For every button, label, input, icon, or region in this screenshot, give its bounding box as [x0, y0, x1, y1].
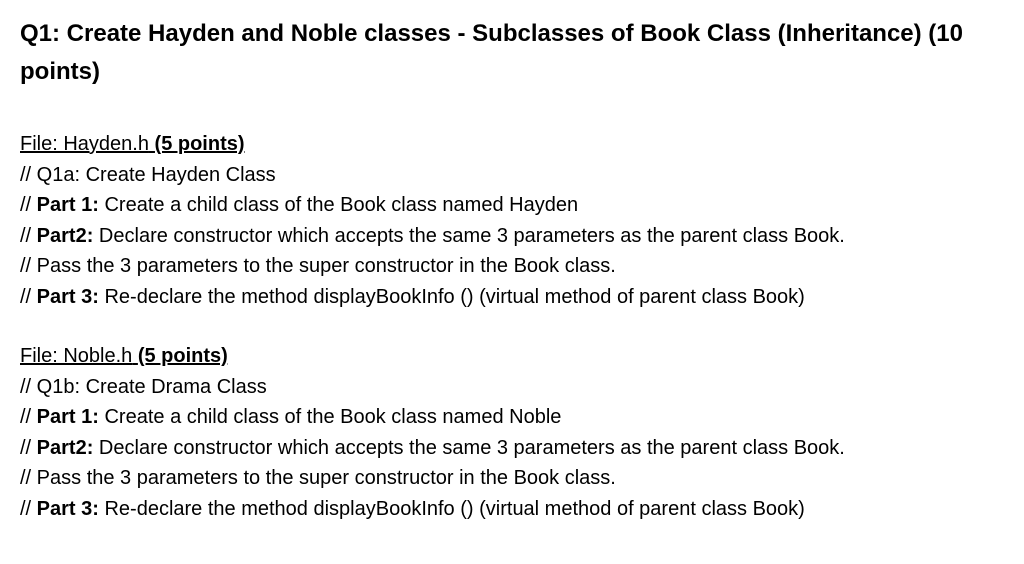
comment-prefix: //	[20, 436, 37, 459]
comment-prefix: //	[20, 163, 37, 186]
comment-text: Pass the 3 parameters to the super constructor in the Book class.	[36, 467, 616, 489]
question-title: Q1: Create Hayden and Noble classes - Subclasses of Book Class (Inheritance) (10 points)	[20, 20, 963, 85]
comment-bold: Part 3:	[36, 497, 99, 520]
comment-line	[20, 402, 1024, 433]
comment-bold: Part2:	[36, 436, 94, 459]
comment-prefix: //	[20, 406, 37, 428]
file-label: File: Hayden.h	[20, 133, 149, 155]
file-label: File: Noble.h	[20, 345, 133, 367]
comment-line	[20, 190, 1024, 221]
section-hayden	[20, 129, 1024, 312]
comment-bold: Part 1:	[36, 194, 99, 216]
comment-line	[20, 433, 1024, 464]
comment-prefix: //	[20, 194, 37, 216]
file-heading	[20, 129, 1024, 160]
comment-text: Create a child class of the Book class named Noble	[98, 406, 562, 428]
comment-text: Create a child class of the Book class named Hayden	[98, 194, 579, 216]
comment-text: Re-declare the method displayBookInfo () (virtual method of parent class Book)	[98, 497, 805, 520]
comment-line	[20, 372, 1024, 403]
comment-prefix: //	[20, 285, 37, 308]
comment-bold: Part2:	[36, 224, 94, 247]
comment-prefix: //	[20, 497, 37, 520]
file-heading	[20, 341, 1024, 372]
comment-prefix: //	[20, 255, 37, 277]
comment-line	[20, 221, 1024, 252]
comment-bold: Part 1:	[36, 406, 99, 428]
comment-line	[20, 251, 1024, 282]
comment-text: Declare constructor which accepts the same 3 parameters as the parent class Book.	[93, 436, 845, 459]
section-noble	[20, 341, 1024, 524]
comment-line	[20, 282, 1024, 313]
comment-line	[20, 160, 1024, 191]
comment-text: Q1b: Create Drama Class	[36, 375, 267, 398]
comment-prefix: //	[20, 375, 37, 398]
comment-line	[20, 463, 1024, 494]
comment-text: Pass the 3 parameters to the super constructor in the Book class.	[36, 255, 616, 277]
comment-text: Q1a: Create Hayden Class	[36, 163, 276, 186]
file-points: (5 points)	[154, 133, 245, 155]
comment-text: Declare constructor which accepts the same 3 parameters as the parent class Book.	[93, 224, 845, 247]
comment-line	[20, 494, 1024, 525]
file-points: (5 points)	[137, 345, 228, 367]
comment-prefix: //	[20, 467, 37, 489]
comment-bold: Part 3:	[36, 285, 99, 308]
comment-text: Re-declare the method displayBookInfo () (virtual method of parent class Book)	[98, 285, 805, 308]
comment-prefix: //	[20, 224, 37, 247]
